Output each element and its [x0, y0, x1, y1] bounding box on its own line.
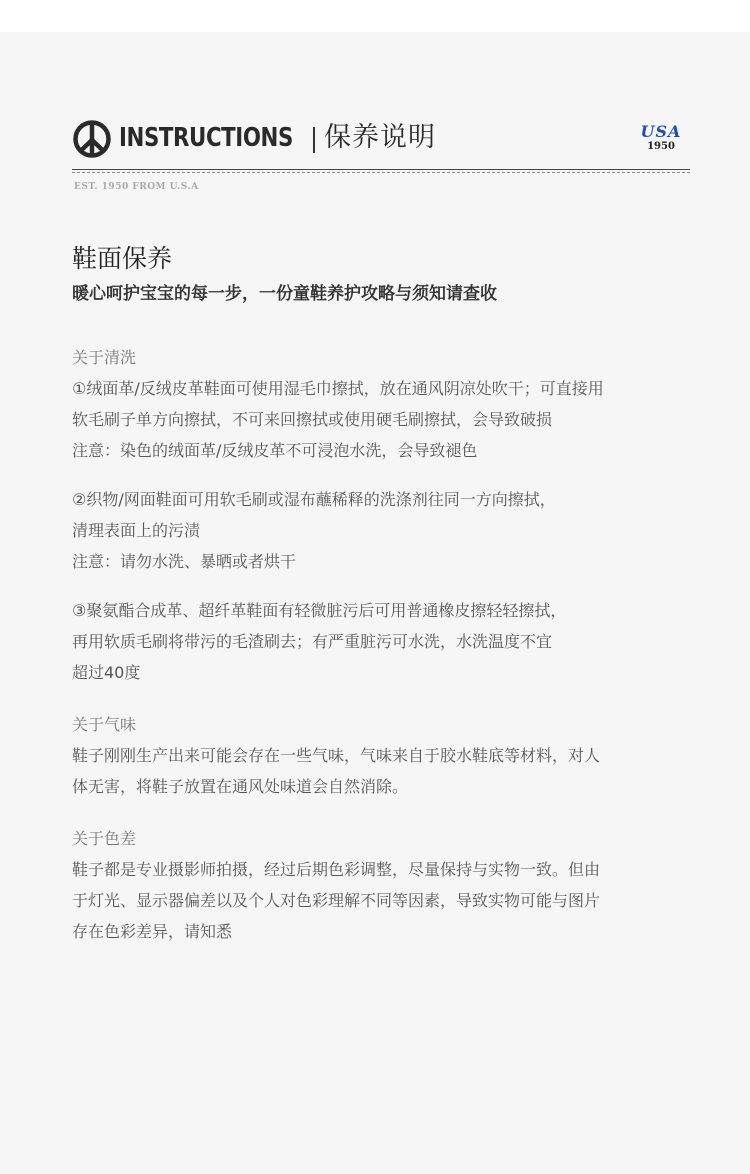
spacer	[72, 466, 684, 484]
color-line1: 鞋子都是专业摄影师拍摄，经过后期色彩调整，尽量保持与实物一致。但由	[72, 860, 601, 879]
washing-p2-line1: ②织物/网面鞋面可用软毛刷或湿布蘸稀释的洗涤剂往同一方向擦拭，	[72, 490, 556, 509]
odor-line1: 鞋子刚刚生产出来可能会存在一些气味，气味来自于胶水鞋底等材料，对人	[72, 746, 601, 765]
washing-p2-note: 注意：请勿水洗、暴晒或者烘干	[72, 552, 297, 571]
washing-p1-note: 注意：染色的绒面革/反绒皮革不可浸泡水洗，会导致褪色	[72, 441, 478, 460]
care-sections	[72, 342, 684, 947]
header-rule-dashed	[72, 172, 690, 173]
washing-p1-line2: 软毛刷子单方向擦拭，不可来回擦拭或使用硬毛刷擦拭，会导致破损	[72, 410, 553, 429]
header-rule	[72, 169, 690, 170]
washing-p3-line2: 再用软质毛刷将带污的毛渣刷去；有严重脏污可水洗，水洗温度不宜	[72, 632, 553, 651]
odor-heading: 关于气味	[72, 715, 137, 734]
peace-icon	[72, 119, 112, 159]
est-caption: EST. 1950 FROM U.S.A	[74, 182, 199, 192]
usa-badge	[638, 123, 684, 161]
color-line3: 存在色彩差异，请知悉	[72, 922, 233, 941]
washing-p2-line2: 清理表面上的污渍	[72, 521, 201, 540]
washing-p1-line1: ①绒面革/反绒皮革鞋面可使用湿毛巾擦拭，放在通风阴凉处吹干；可直接用	[72, 379, 604, 398]
color-line2: 于灯光、显示器偏差以及个人对色彩理解不同等因素，导致实物可能与图片	[72, 891, 601, 910]
badge-country: USA	[640, 122, 682, 141]
badge-year: 1950	[647, 141, 675, 152]
section-subtitle: 暖心呵护宝宝的每一步，一份童鞋养护攻略与须知请查收	[72, 284, 497, 304]
header	[72, 115, 692, 195]
color-heading: 关于色差	[72, 829, 137, 848]
washing-heading: 关于清洗	[72, 348, 137, 367]
brand-wordmark: INSTRUCTIONS	[119, 123, 293, 153]
spacer	[72, 688, 684, 709]
page-title: 保养说明	[324, 122, 436, 153]
divider	[313, 127, 315, 153]
washing-p3-line1: ③聚氨酯合成革、超纤革鞋面有轻微脏污后可用普通橡皮擦轻轻擦拭，	[72, 601, 567, 620]
spacer	[72, 802, 684, 823]
washing-p3-line3: 超过40度	[72, 663, 141, 682]
spacer	[72, 577, 684, 595]
section-title: 鞋面保养	[72, 244, 173, 273]
odor-line2: 体无害，将鞋子放置在通风处味道会自然消除。	[72, 777, 409, 796]
